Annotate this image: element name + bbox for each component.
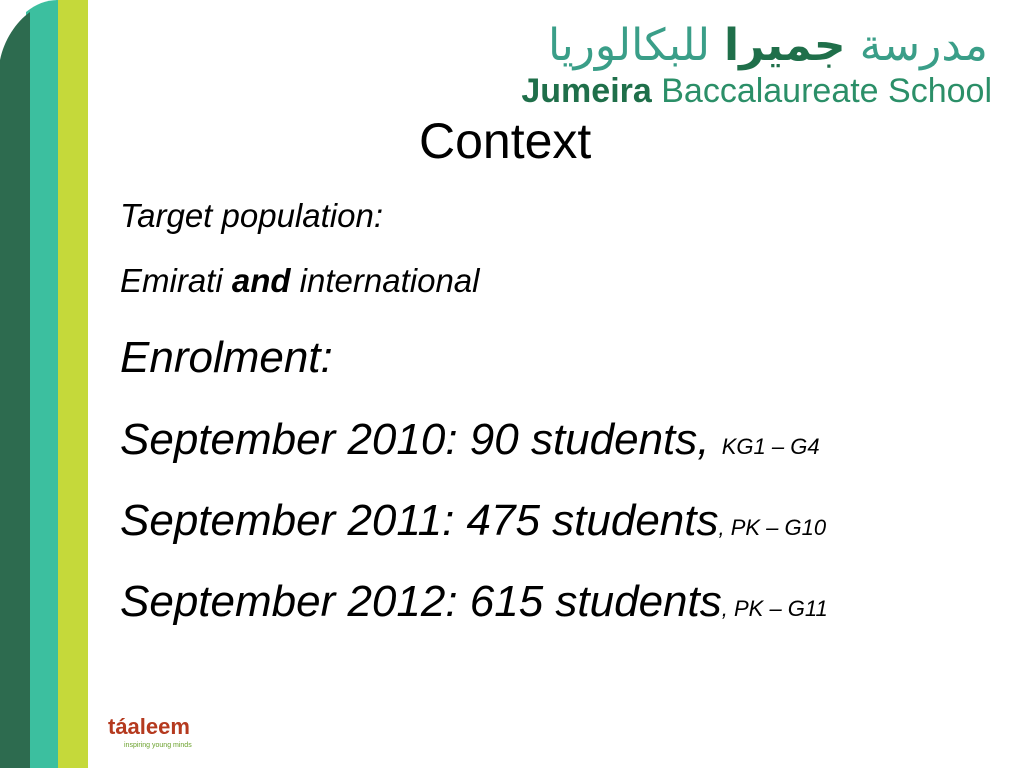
school-name-english-part2: Baccalaureate School: [651, 72, 992, 110]
school-name-arabic-part2: جميرا: [724, 20, 846, 71]
taaleem-brand: táaleem: [108, 714, 190, 739]
school-name-arabic-part3: للبكالوريا: [548, 20, 725, 71]
school-logo-arabic: [548, 20, 988, 71]
enrolment-row-2012: [120, 577, 828, 626]
stripe-teal: [26, 0, 58, 768]
enrolment-row-main: September 2010: 90 students,: [120, 415, 722, 464]
enrolment-row-grades: , PK – G11: [721, 596, 828, 621]
enrolment-row-grades: , PK – G10: [718, 515, 827, 540]
enrolment-row-main: September 2011: 475 students: [120, 496, 719, 545]
stripe-dark: [0, 12, 30, 768]
enrolment-label: Enrolment:: [120, 333, 333, 382]
school-name-arabic-part1: مدرسة: [845, 20, 988, 71]
enrolment-row-2010: [120, 415, 820, 464]
target-population-label: Target population:: [120, 197, 383, 234]
taaleem-logo: [108, 716, 208, 756]
stripe-lime: [56, 0, 88, 768]
target-population-value: [120, 264, 479, 297]
target-value-before: Emirati: [120, 262, 232, 299]
enrolment-row-main: September 2012: 615 students: [120, 577, 722, 626]
target-value-after: international: [290, 262, 480, 299]
school-name-english-part1: Jumeira: [521, 72, 652, 110]
enrolment-row-grades: KG1 – G4: [721, 434, 820, 459]
taaleem-tagline: inspiring young minds: [124, 742, 192, 749]
target-value-bold: and: [231, 262, 291, 299]
school-logo-english: [521, 74, 992, 108]
slide-title: Context: [419, 113, 592, 169]
decorative-stripes: [0, 0, 100, 768]
enrolment-row-2011: [120, 496, 827, 545]
